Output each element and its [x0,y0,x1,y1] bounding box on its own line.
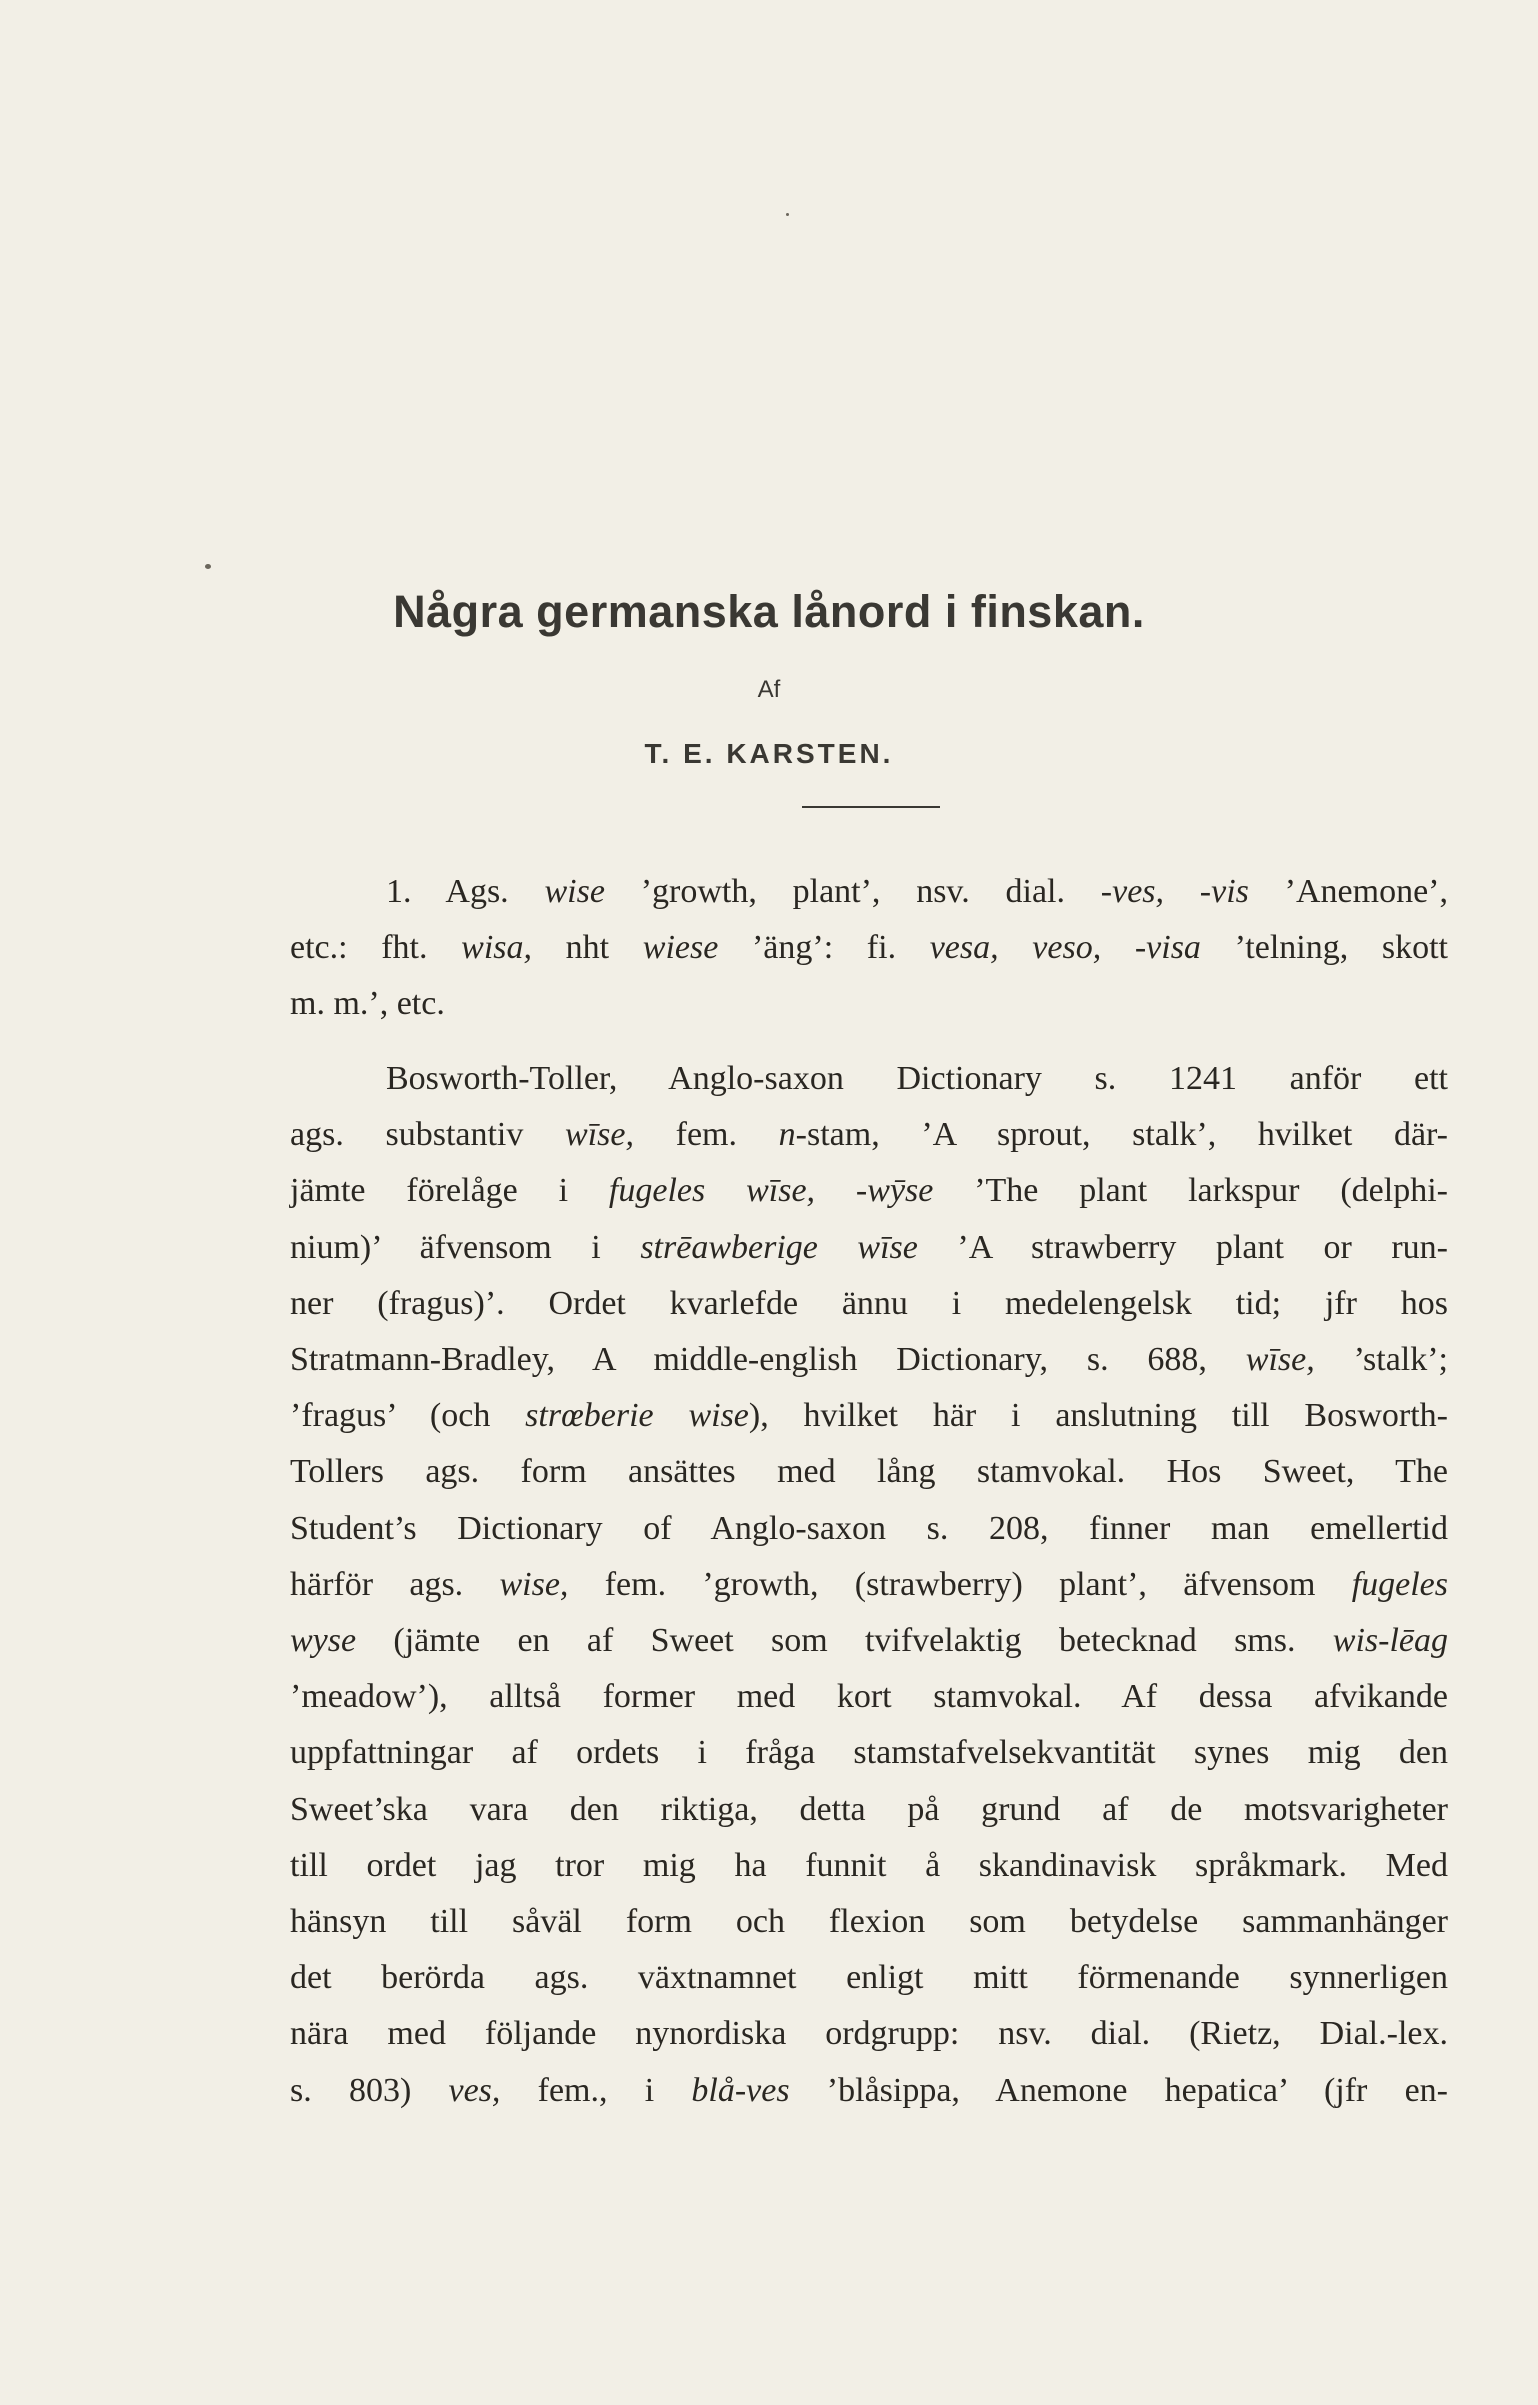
page-title: Några germanska lånord i finskan. [393,586,1145,637]
text-line: ’meadow’), alltså former med kort stamvokal. Af dessa afvikande [290,1678,1448,1716]
text-line: nium)’ äfvensom i strēawberige wīse ’A strawberry plant or run- [290,1228,1448,1266]
text-line: till ordet jag tror mig ha funnit å skandinavisk språkmark. Med [290,1846,1448,1884]
text-line: 1. Ags. wise ’growth, plant’, nsv. dial. -ves, -vis ’Anemone’, [386,873,1448,910]
text-line: wyse (jämte en af Sweet som tvifvelaktig betecknad sms. wis-lēag [290,1622,1448,1660]
text-line: jämte förelåge i fugeles wīse, -wȳse ’The plant larkspur (delphi- [290,1172,1448,1210]
text-line: nära med följande nynordiska ordgrupp: nsv. dial. (Rietz, Dial.-lex. [290,2015,1448,2053]
text-line: uppfattningar af ordets i fråga stamstafvelsekvantität synes mig den [290,1734,1448,1772]
text-line: hänsyn till såväl form och flexion som betydelse sammanhänger [290,1903,1448,1941]
paragraph-2 [290,1051,1448,2119]
text-line: Bosworth-Toller, Anglo-saxon Dictionary s. 1241 anför ett [386,1060,1448,1097]
ink-speck [205,564,211,569]
text-line: s. 803) ves, fem., i blå-ves ’blåsippa, Anemone hepatica’ (jfr en- [290,2071,1448,2109]
text-line: etc.: fht. wisa, nht wiese ’äng’: fi. vesa, veso, -visa ’telning, skott [290,929,1449,967]
text-line: ner (fragus)’. Ordet kvarlefde ännu i medelengelsk tid; jfr hos [290,1284,1448,1322]
text-line: ’fragus’ (och strœberie wise), hvilket här i anslutning till Bosworth- [290,1397,1448,1435]
author-name: T. E. KARSTEN. [644,738,894,769]
text-line: Sweet’ska vara den riktiga, detta på grund af de motsvarigheter [290,1790,1448,1828]
text-line: m. m.’, etc. [290,985,445,1023]
text-line: Stratmann-Bradley, A middle-english Dictionary, s. 688, wīse, ’stalk’; [290,1341,1448,1379]
paragraph-1 [290,864,1448,1033]
text-line: härför ags. wise, fem. ’growth, (strawberry) plant’, äfvensom fugeles [290,1565,1448,1603]
text-line: Student’s Dictionary of Anglo-saxon s. 208, finner man emellertid [290,1509,1448,1547]
byline-af: Af [757,676,781,703]
divider-rule [802,806,940,808]
text-line: ags. substantiv wīse, fem. n-stam, ’A sprout, stalk’, hvilket där- [290,1116,1448,1154]
text-line: det berörda ags. växtnamnet enligt mitt förmenande synnerligen [290,1959,1448,1997]
text-line: Tollers ags. form ansättes med lång stamvokal. Hos Sweet, The [290,1453,1448,1491]
ink-speck [786,213,789,216]
